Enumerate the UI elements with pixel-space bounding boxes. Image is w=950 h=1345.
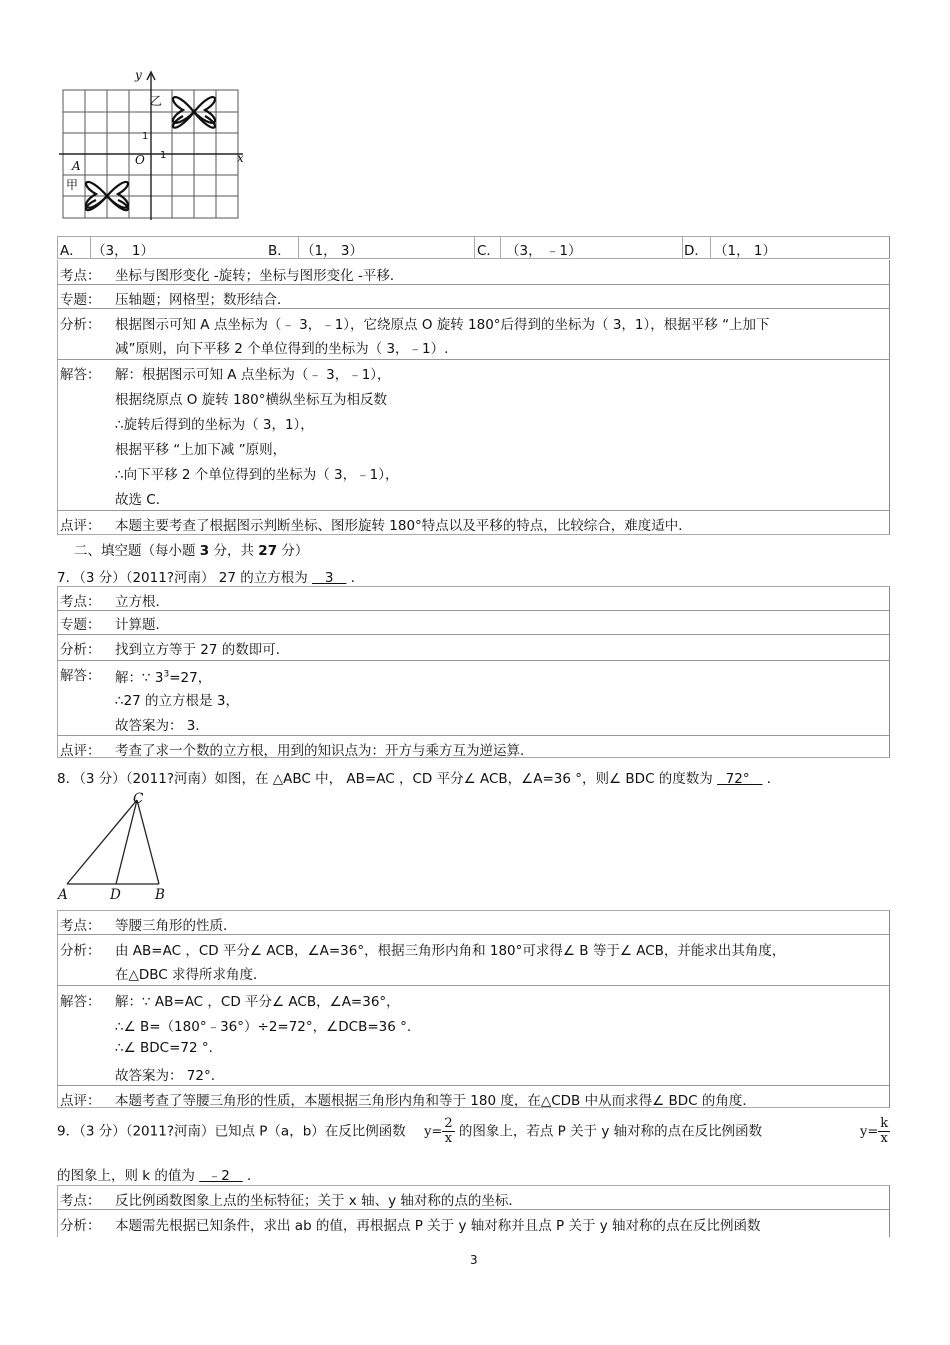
q8-kaodian-label: 考点： (60, 918, 101, 934)
row-divider (57, 610, 890, 611)
q8-dianping-label: 点评： (60, 1093, 101, 1109)
q7-jieda-line1-a: 解：∵ 3 (115, 670, 164, 686)
section-heading-total: 27 (258, 543, 278, 559)
q6-option-a-value: （3， 1） (92, 243, 154, 259)
q9-formula-2-num: k (880, 1116, 889, 1131)
q8-kaodian-text: 等腰三角形的性质． (115, 918, 237, 934)
q9-formula-1-fraction (442, 1117, 454, 1146)
row-divider (57, 660, 890, 661)
row-divider (57, 308, 890, 309)
section-heading (74, 539, 308, 559)
q7-answer: 3 (312, 570, 347, 586)
q6-option-divider (682, 236, 683, 259)
q8-stem-text: 8．（3 分）（2011?河南）如图，在 △ABC 中， AB=AC ，CD 平分∠ ACB，∠A=36 °，则∠ BDC 的度数为 (57, 771, 713, 787)
q9-formula-2-fraction (878, 1117, 890, 1146)
row-divider (57, 510, 890, 511)
q9-stem-b: 的图象上，若点 P 关于 y 轴对称的点在反比例函数 (458, 1123, 763, 1140)
q8-stem (57, 767, 780, 787)
triangle-label-d: D (110, 887, 121, 903)
q6-jieda-line: 根据绕原点 O 旋转 180°横纵坐标互为相反数 (115, 392, 388, 408)
q9-formula-1-lhs: y= (424, 1124, 443, 1140)
q9-formula-1 (424, 1117, 455, 1146)
q9-answer: ﹣2 (199, 1168, 243, 1184)
q8-jieda-line: ∴∠ B=（180°﹣36°）÷2=72°，∠DCB=36 °. (115, 1019, 412, 1035)
row-divider (57, 934, 890, 935)
grid-label-x: x (237, 151, 244, 165)
q8-fenxi-line1: 由 AB=AC ，CD 平分∠ ACB，∠A=36°，根据三角形内角和 180°可求得∠ B 等于∠ ACB，并能求出其角度， (115, 943, 786, 959)
q7-kaodian-text: 立方根． (115, 594, 169, 610)
q6-option-c-letter: C． (477, 243, 500, 259)
q9-stem-a: 9．（3 分）（2011?河南）已知点 P（a，b）在反比例函数 (57, 1123, 406, 1140)
row-divider (57, 634, 890, 635)
q8-answer: 72° (717, 771, 763, 787)
q6-option-c-value: （3， ﹣1） (506, 243, 582, 259)
triangle-label-b: B (155, 887, 165, 903)
triangle-figure (55, 788, 180, 888)
q6-fenxi-line2: 减”原则，向下平移 2 个单位得到的坐标为（ 3，﹣1）. (115, 341, 449, 357)
q6-option-d-letter: D． (684, 243, 708, 259)
q6-dianping-label: 点评： (60, 518, 101, 534)
q8-jieda-line: 解：∵ AB=AC ，CD 平分∠ ACB，∠A=36°， (115, 994, 400, 1010)
page-number: 3 (470, 1253, 478, 1267)
q6-kaodian-text: 坐标与图形变化 -旋转；坐标与图形变化 -平移． (115, 268, 404, 284)
section-heading-suffix: 分） (281, 543, 309, 559)
q8-stem-end: ． (766, 771, 781, 787)
row-divider (57, 1209, 890, 1210)
grid-label-one-y: 1 (142, 131, 149, 142)
q7-zhuanti-label: 专题： (60, 617, 101, 633)
q7-dianping-label: 点评： (60, 743, 101, 759)
q6-jieda-line: ∴旋转后得到的坐标为（ 3，1）， (115, 417, 314, 433)
q8-dianping-text: 本题考查了等腰三角形的性质，本题根据三角形内角和等于 180 度，在△CDB 中从而求得∠ BDC 的角度． (115, 1093, 756, 1109)
section-heading-mid: 分，共 (213, 543, 254, 559)
q6-option-b-value: （1， 3） (301, 243, 363, 259)
q7-dianping-text: 考查了求一个数的立方根，用到的知识点为：开方与乘方互为逆运算． (115, 743, 534, 759)
q8-jieda-label: 解答： (60, 994, 101, 1010)
q9-stem-end: ． (247, 1168, 261, 1184)
q6-option-a-letter: A． (60, 243, 83, 259)
q6-option-divider (710, 236, 711, 259)
q7-stem-text: 7．（3 分）（2011?河南） 27 的立方根为 (57, 570, 308, 586)
q6-dianping-text: 本题主要考查了根据图示判断坐标、图形旋转 180°特点以及平移的特点，比较综合，难度适中． (115, 518, 692, 534)
triangle-label-a: A (58, 887, 68, 903)
q7-stem-end: ． (350, 570, 365, 586)
q7-jieda-line1 (115, 666, 211, 686)
q6-option-divider (474, 236, 475, 259)
row-divider (57, 985, 890, 986)
q9-fenxi-text: 本题需先根据已知条件，求出 ab 的值，再根据点 P 关于 y 轴对称并且点 P 关于 y 轴对称的点在反比例函数 (115, 1218, 761, 1234)
q9-formula-2-lhs: y= (860, 1124, 879, 1140)
q9-stem-line2 (57, 1164, 261, 1184)
q6-jieda-line: 解：根据图示可知 A 点坐标为（﹣ 3，﹣1）， (115, 367, 391, 383)
q7-kaodian-label: 考点： (60, 594, 101, 610)
q6-jieda-line: 根据平移 “上加下减 ”原则， (115, 442, 287, 458)
q9-stem-line1 (57, 1117, 762, 1146)
q7-zhuanti-text: 计算题． (115, 617, 169, 633)
q8-jieda-line: ∴∠ BDC=72 °. (115, 1040, 213, 1056)
q6-option-divider (298, 236, 299, 259)
row-divider (57, 359, 890, 360)
grid-label-one-x: 1 (160, 150, 167, 161)
q6-option-d-value: （1， 1） (714, 243, 776, 259)
grid-label-y: y (135, 68, 142, 82)
q6-jieda-line: 故选 C． (115, 492, 170, 508)
q7-fenxi-text: 找到立方等于 27 的数即可． (115, 642, 290, 658)
q7-stem (57, 566, 364, 586)
q7-jieda-line3: 故答案为： 3． (115, 718, 209, 734)
q9-formula-2-den: x (880, 1131, 888, 1146)
triangle-label-c: C (133, 791, 144, 807)
q6-jieda-label: 解答： (60, 367, 101, 383)
row-divider (57, 284, 890, 285)
grid-label-yi: 乙 (150, 94, 163, 108)
row-divider (57, 735, 890, 736)
q7-jieda-line2: ∴27 的立方根是 3， (115, 693, 239, 709)
q9-kaodian-label: 考点： (60, 1193, 101, 1209)
section-heading-prefix: 二、填空题（每小题 (74, 543, 196, 559)
q9-fenxi-label: 分析： (60, 1218, 101, 1234)
q6-jieda-line: ∴向下平移 2 个单位得到的坐标为（ 3，﹣1）， (115, 467, 399, 483)
q6-option-divider (500, 236, 501, 259)
row-divider (57, 1085, 890, 1086)
q8-jieda-line: 故答案为： 72°. (115, 1068, 216, 1084)
q9-formula-2 (860, 1117, 890, 1146)
q8-fenxi-line2: 在△DBC 求得所求角度． (115, 967, 267, 983)
q9-stem-c: 的图象上，则 k 的值为 (57, 1168, 195, 1184)
q7-jieda-label: 解答： (60, 668, 101, 684)
section-heading-score: 3 (199, 543, 210, 559)
q7-jieda-line1-sup: 3 (163, 669, 170, 680)
q9-kaodian-text: 反比例函数图象上点的坐标特征；关于 x 轴、y 轴对称的点的坐标． (115, 1193, 522, 1209)
q6-option-b-letter: B． (268, 243, 291, 259)
q9-formula-1-den: x (444, 1131, 453, 1146)
q6-zhuanti-text: 压轴题；网格型；数形结合． (115, 292, 291, 308)
grid-label-origin: O (135, 153, 145, 167)
grid-label-jia: 甲 (66, 178, 79, 192)
grid-label-a: A (72, 159, 81, 173)
q7-fenxi-label: 分析： (60, 642, 101, 658)
q8-fenxi-label: 分析： (60, 943, 101, 959)
q7-jieda-line1-b: =27， (169, 670, 212, 686)
q6-fenxi-label: 分析： (60, 317, 101, 333)
q9-formula-1-num: 2 (444, 1116, 453, 1131)
q6-kaodian-label: 考点： (60, 268, 101, 284)
q6-fenxi-line1: 根据图示可知 A 点坐标为（﹣ 3，﹣1），它绕原点 O 旋转 180°后得到的坐标为（ 3，1），根据平移 “上加下 (115, 317, 770, 333)
q6-option-divider (90, 236, 91, 259)
q6-zhuanti-label: 专题： (60, 292, 101, 308)
